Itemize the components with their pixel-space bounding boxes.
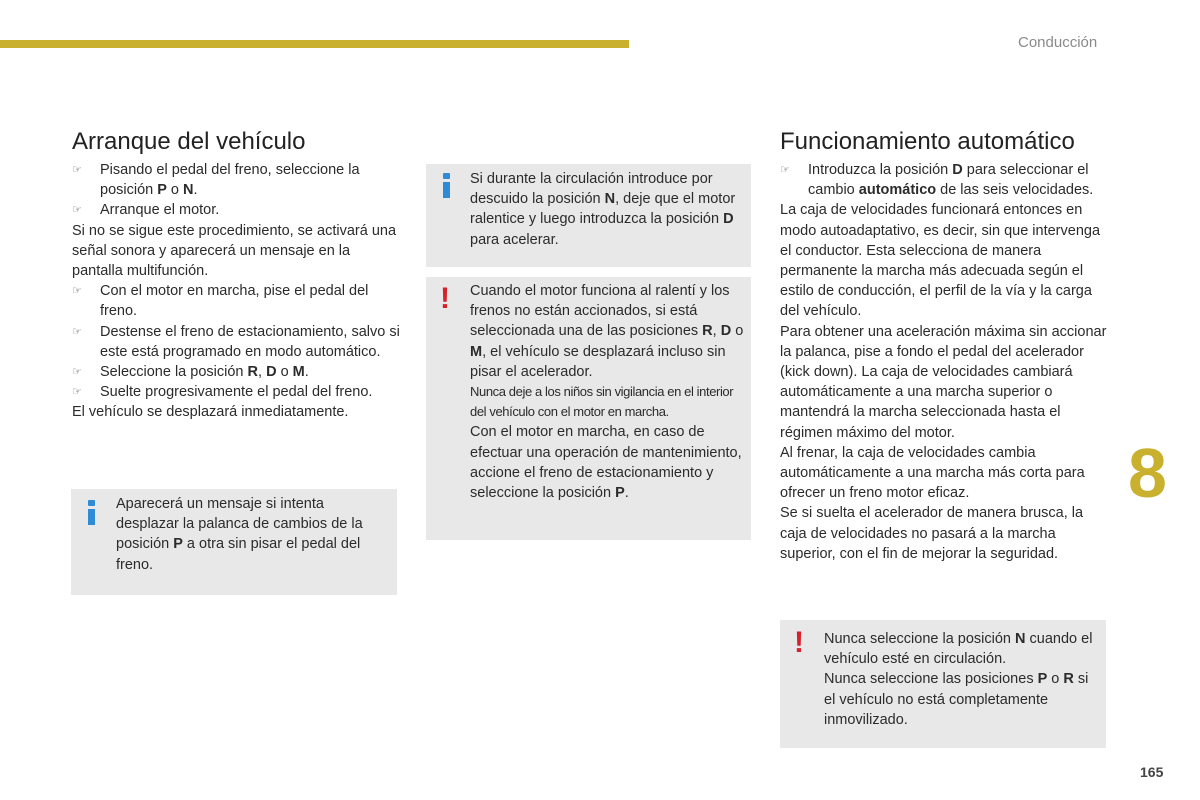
info-text-left: Aparecerá un mensaje si intenta desplazar la palanca de cambios de la posición P a otra sin pisar el pedal del freno.	[116, 496, 363, 573]
warning-park-reverse-note: Nunca seleccione las posiciones P o R si el vehículo no está completamente inmovilizado.	[824, 671, 1089, 728]
info-icon	[88, 500, 95, 525]
left-title: Arranque del vehículo	[72, 128, 306, 155]
warning-text-middle: Cuando el motor funciona al ralentí y los frenos no están accionados, si está seleccionada una de las posiciones R, D o M, el vehículo se desplazará incluso sin pisar el acelerador.	[470, 283, 744, 380]
right-body	[780, 160, 1112, 564]
left-body	[72, 160, 402, 423]
step-press-brake: ☞ Con el motor en marcha, pise el pedal del freno.	[72, 283, 369, 320]
info-icon	[443, 173, 450, 198]
chapter-number: 8	[1128, 434, 1167, 512]
info-text-middle: Si durante la circulación introduce por descuido la posición N, deje que el motor ralentice y luego introduzca la posición D para acelerar.	[470, 171, 736, 248]
step-brake-select: ☞ Pisando el pedal del freno, seleccione la posición P o N.	[72, 162, 360, 199]
step-start-engine: ☞ Arranque el motor.	[72, 200, 402, 220]
section-name: Conducción	[1018, 34, 1098, 51]
step-release-brake: ☞ Suelte progresivamente el pedal del freno.	[72, 382, 402, 402]
paragraph-vehicle-moves: El vehículo se desplazará inmediatamente.	[72, 404, 349, 421]
paragraph-braking: Al frenar, la caja de velocidades cambia automáticamente a una marcha más corta para ofrecer un freno motor eficaz.	[780, 444, 1085, 502]
pointing-hand-icon: ☞	[780, 164, 790, 176]
exclamation-icon: !	[794, 626, 804, 659]
paragraph-auto-adaptive: La caja de velocidades funcionará entonces en modo autoadaptativo, es decir, sin que intervenga el conductor. Esta selecciona de manera permanente la marcha más adecuada según el estilo de conducción, el perfil de la vía y la carga del vehículo.	[780, 202, 1101, 320]
info-box-middle	[426, 164, 751, 267]
step-select-position: ☞ Seleccione la posición R, D o M.	[72, 362, 402, 382]
exclamation-icon: !	[440, 282, 450, 315]
pointing-hand-icon: ☞	[72, 325, 82, 338]
header-accent-bar	[0, 40, 629, 48]
warning-maintenance-note: Con el motor en marcha, en caso de efectuar una operación de mantenimiento, accione el freno de estacionamiento y seleccione la posición P.	[470, 424, 742, 502]
warning-neutral-note: Nunca seleccione la posición N cuando el vehículo esté en circulación.	[824, 631, 1093, 668]
pointing-hand-icon: ☞	[72, 386, 82, 399]
pointing-hand-icon: ☞	[72, 204, 82, 217]
info-box-left	[71, 489, 397, 595]
right-title: Funcionamiento automático	[780, 128, 1075, 155]
paragraph-kick-down: Para obtener una aceleración máxima sin accionar la palanca, pise a fondo el pedal del acelerador (kick down). La caja de velocidades cambiará automáticamente a una marcha superior o mantendrá la marcha seleccionada hasta el régimen máximo del motor.	[780, 323, 1107, 441]
pointing-hand-icon: ☞	[72, 366, 82, 379]
step-release-parking: ☞ Destense el freno de estacionamiento, salvo si este está programado en modo automático.	[72, 323, 400, 360]
warning-children-note: Nunca deje a los niños sin vigilancia en el interior del vehículo con el motor en marcha.	[470, 384, 734, 420]
page-number: 165	[1140, 764, 1164, 780]
paragraph-warning-signal: Si no se sigue este procedimiento, se activará una señal sonora y aparecerá un mensaje en la pantalla multifunción.	[72, 222, 397, 280]
warning-box-middle	[426, 277, 751, 540]
paragraph-release-throttle: Se si suelta el acelerador de manera brusca, la caja de velocidades no pasará a la marcha superior, con el fin de mejorar la seguridad.	[780, 505, 1084, 562]
pointing-hand-icon: ☞	[72, 285, 82, 298]
pointing-hand-icon: ☞	[72, 164, 82, 176]
step-select-drive: ☞ Introduzca la posición D para seleccionar el cambio automático de las seis velocidades.	[780, 162, 1094, 199]
warning-box-right	[780, 620, 1106, 748]
